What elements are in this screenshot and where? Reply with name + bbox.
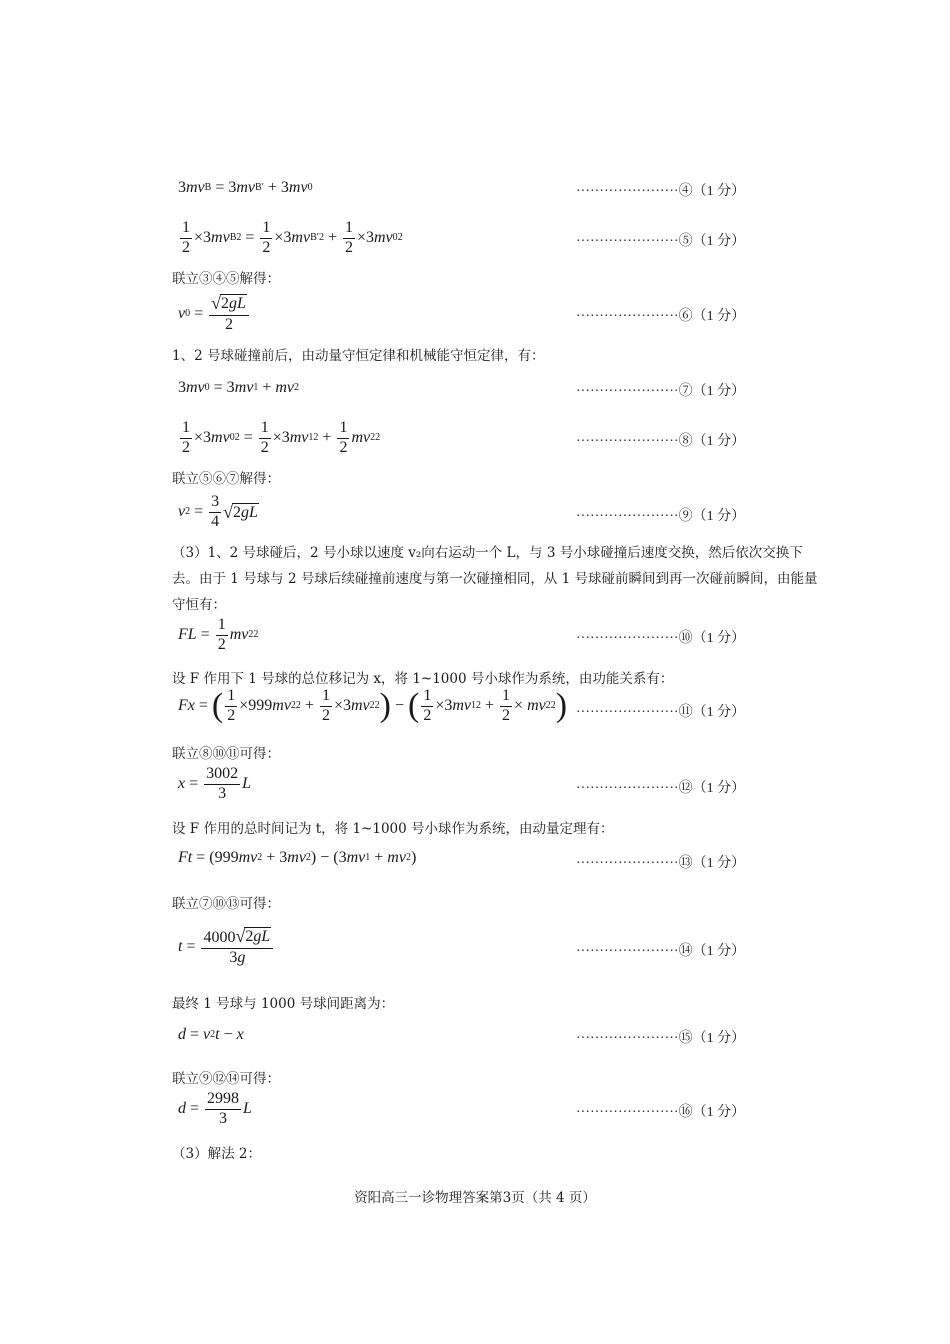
text-lianli-81011: 联立⑧⑩⑪可得： xyxy=(172,746,280,762)
text-collision-12: 1、2 号球碰撞前后，由动量守恒定律和机械能守恒定律，有： xyxy=(172,348,545,364)
score-mark-5: ······················⑤（1 分） xyxy=(576,234,746,249)
score-mark-13: ······················⑬（1 分） xyxy=(576,856,746,871)
text-lianli-91214: 联立⑨⑫⑭可得： xyxy=(172,1071,280,1087)
text-lianli-345: 联立③④⑤解得： xyxy=(172,271,280,287)
text-set-x: 设 F 作用下 1 号球的总位移记为 x，将 1~1000 号小球作为系统，由功能关系有： xyxy=(172,671,674,687)
score-mark-16: ······················⑯（1 分） xyxy=(576,1105,746,1120)
text-lianli-567: 联立⑤⑥⑦解得： xyxy=(172,471,280,487)
equation-4: 3 mv B = 3 mv B ′ + 3 mv 0 xyxy=(178,179,313,196)
equation-5: $\frac{1}{2}$ ×3 mv B 2 = $\frac{1}{2}$ ×3 mv B ′2 + $\frac{1}{2}$ ×3 mv 0 2 xyxy=(182,219,403,256)
equation-16: d = $\frac{2998}{3}$ L xyxy=(178,1090,252,1127)
text-lianli-71013: 联立⑦⑩⑬可得： xyxy=(172,896,280,912)
equation-15: d = v 2 t − x xyxy=(178,1026,244,1043)
equation-6: v 0 = √ 2gL 2 xyxy=(178,294,251,334)
score-mark-4: ······················④（1 分） xyxy=(576,184,746,199)
page-footer: 资阳高三一诊物理答案第3页（共 4 页） xyxy=(354,1190,596,1206)
equation-11: Fx = ( $\frac{1}{2}$ ×999 mv 2 2 + $\frac{1}{2}$ ×3 mv 2 2 ) − ( $\frac{1}{2}$ ×3 mv 1 2 + $\frac{1}{2}$ × mv 2 2 ) xyxy=(178,687,568,725)
score-mark-12: ······················⑫（1 分） xyxy=(576,781,746,796)
score-mark-14: ······················⑭（1 分） xyxy=(576,944,746,959)
score-mark-8: ······················⑧（1 分） xyxy=(576,434,746,449)
score-mark-7: ······················⑦（1 分） xyxy=(576,384,746,399)
equation-14: t = 4000 √ 2gL 3g xyxy=(178,927,275,967)
score-mark-10: ······················⑩（1 分） xyxy=(576,631,746,646)
score-mark-11: ······················⑪（1 分） xyxy=(576,705,746,720)
text-set-t: 设 F 作用的总时间记为 t，将 1~1000 号小球作为系统，由动量定理有： xyxy=(172,821,614,837)
score-mark-15: ······················⑮（1 分） xyxy=(576,1031,746,1046)
paragraph-part3: （3）1、2 号球碰后，2 号小球以速度 v₂向右运动一个 L，与 3 号小球碰撞后速度交换，然后依次交换下去。由于 1 号球与 2 号球后续碰撞前速度与第一次碰撞相同，从 1 号球碰前瞬间到再一次碰前瞬间，由能量守恒有： xyxy=(172,545,818,613)
equation-12: x = $\frac{3002}{3}$ L xyxy=(178,765,252,802)
equation-10: FL = $\frac{1}{2}$ mv 2 2 xyxy=(178,616,259,653)
score-mark-6: ······················⑥（1 分） xyxy=(576,309,746,324)
equation-7: 3 mv 0 = 3 mv 1 + mv 2 xyxy=(178,379,300,396)
equation-8: $\frac{1}{2}$ ×3 mv 0 2 = $\frac{1}{2}$ ×3 mv 1 2 + $\frac{1}{2}$ mv 2 2 xyxy=(182,419,381,456)
score-mark-9: ······················⑨（1 分） xyxy=(576,509,746,524)
text-method-2: （3）解法 2： xyxy=(172,1146,261,1162)
equation-13: Ft = (999 mv 2 + 3 mv 2 ) − (3 mv 1 + mv 2 ) xyxy=(178,849,417,866)
equation-9: v 2 = $\frac{3}{4}$ √ 2gL xyxy=(178,493,258,530)
text-final-distance: 最终 1 号球与 1000 号球间距离为： xyxy=(172,996,395,1012)
